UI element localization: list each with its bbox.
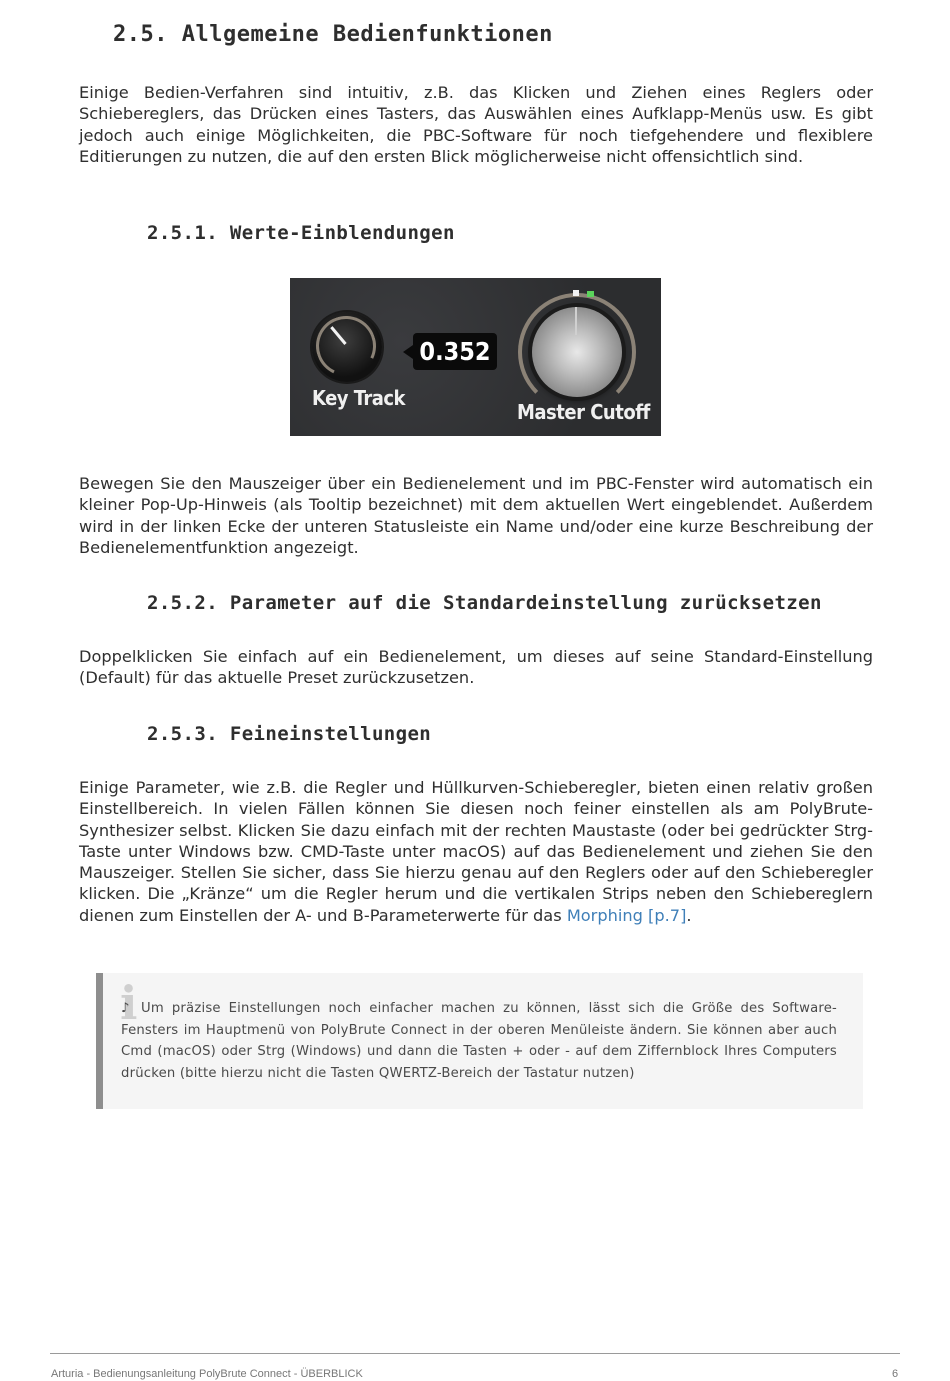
value-tooltip-figure xyxy=(290,278,661,436)
master-cutoff-knob xyxy=(518,293,636,411)
intro-paragraph: Einige Bedien-Verfahren sind intuitiv, z.B. das Klicken und Ziehen eines Reglers oder Schiebereglers, das Drücken eines Tasters, das Auswählen eines Aufklapp-Menüs usw. Es gibt jedoch auch einige Möglichkeiten, die PBC-Software für noch tiefgehendere und flexiblere Editierungen zu nutzen, die auf den ersten Blick möglicherweise nicht offensichtlich sind. xyxy=(79,83,873,166)
ring-marker-b xyxy=(587,291,594,297)
master-cutoff-label: Master Cutoff xyxy=(517,400,650,424)
subsection-heading-values: 2.5.1. Werte-Einblendungen xyxy=(147,222,455,244)
fine-paragraph-text: Einige Parameter, wie z.B. die Regler und Hüllkurven-Schieberegler, bieten einen relativ großen Einstellbereich. In vielen Fällen können Sie diesen noch feiner einstellen als am PolyBrute-Synthesizer selbst. Klicken Sie dazu einfach mit der rechten Maustaste (oder bei gedrückter Strg-Taste unter Windows bzw. CMD-Taste unter macOS) auf das Bedienelement und ziehen Sie den Mauszeiger. Stellen Sie sicher, dass Sie hierzu genau auf den Reglers oder auf den Schieberegler klicken. Die „Kränze“ um die Regler herum und die vertikalen Strips neben den Schiebereglern dienen zum Einstellen der A- und B-Parameterwerte für das xyxy=(79,778,873,925)
key-track-knob xyxy=(312,312,382,382)
values-paragraph: Bewegen Sie den Mauszeiger über ein Bedienelement und im PBC-Fenster wird automatisch ein kleiner Pop-Up-Hinweis (als Tooltip bezeichnet) mit dem aktuellen Wert eingeblendet. Außerdem wird in der linken Ecke der unteren Statusleiste ein Name und/oder eine kurze Beschreibung der Bedienelementfunktion angezeigt. xyxy=(79,474,873,557)
footer-title: Arturia - Bedienungsanleitung PolyBrute Connect - ÜBERBLICK xyxy=(51,1368,363,1380)
key-track-label: Key Track xyxy=(312,386,406,410)
footer-divider xyxy=(50,1353,900,1354)
fine-paragraph xyxy=(79,777,873,926)
value-tooltip: 0.352 xyxy=(413,333,497,370)
subsection-heading-fine: 2.5.3. Feineinstellungen xyxy=(147,723,432,745)
fine-paragraph-end: . xyxy=(686,905,692,925)
page-number: 6 xyxy=(892,1368,899,1380)
ring-marker-a xyxy=(573,290,579,296)
section-heading: 2.5. Allgemeine Bedienfunktionen xyxy=(113,22,553,47)
info-icon: i xyxy=(120,976,138,1030)
subsection-heading-reset: 2.5.2. Parameter auf die Standardeinstellung zurücksetzen xyxy=(147,592,822,614)
reset-paragraph: Doppelklicken Sie einfach auf ein Bedienelement, um dieses auf seine Standard-Einstellung (Default) für das aktuelle Preset zurückzusetzen. xyxy=(79,647,873,688)
morphing-link[interactable]: Morphing [p.7] xyxy=(566,905,687,925)
note-text: ♪ Um präzise Einstellungen noch einfacher machen zu können, lässt sich die Größe des Software-Fensters im Hauptmenü von PolyBrute Connect in der oberen Menüleiste ändern. Sie können aber auch Cmd (macOS) oder Strg (Windows) und dann die Tasten + oder - auf dem Ziffernblock Ihres Computers drücken (bitte hierzu nicht die Tasten QWERTZ-Bereich der Tastatur nutzen) xyxy=(121,1001,837,1081)
